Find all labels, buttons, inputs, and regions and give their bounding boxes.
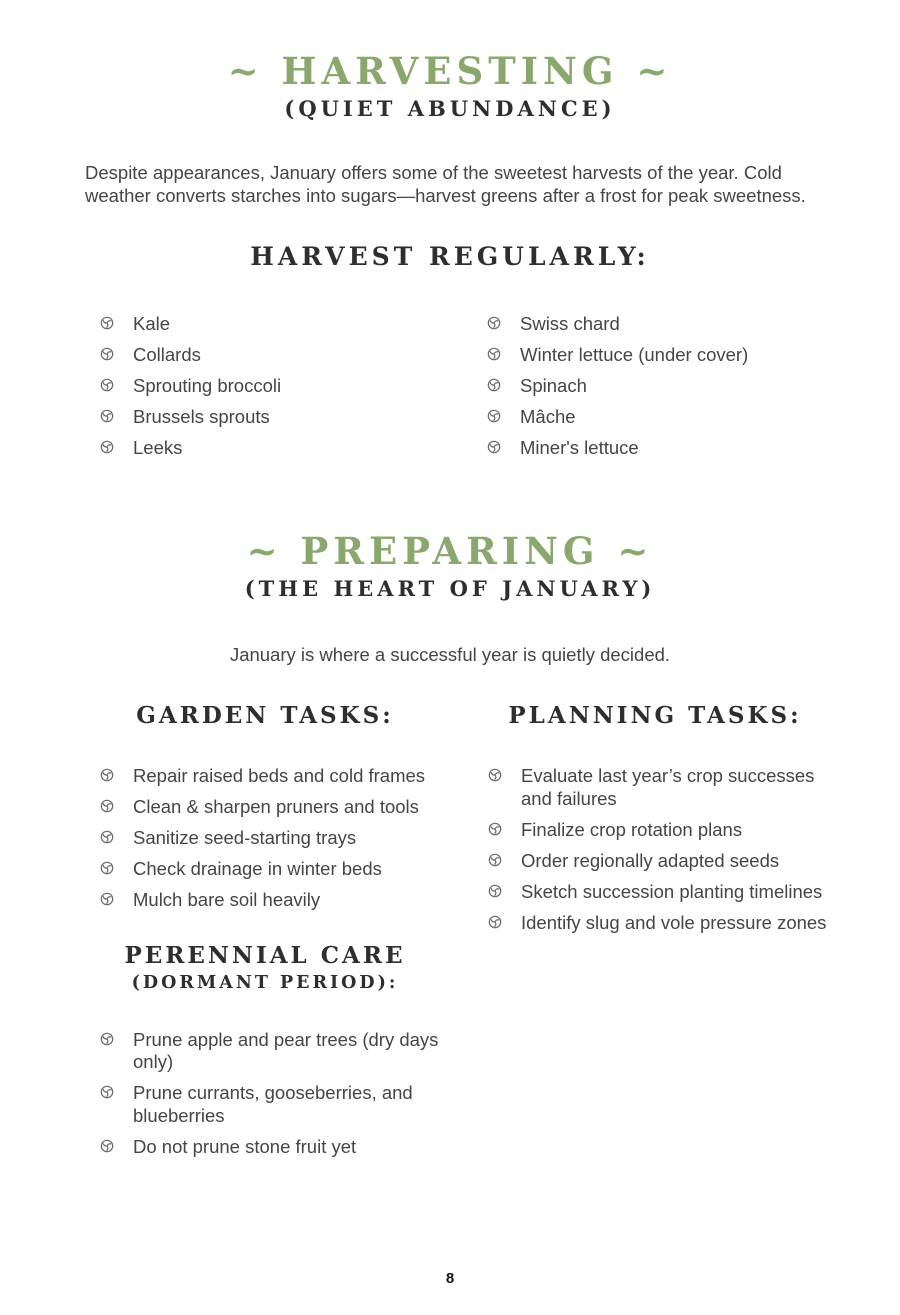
list-item-label: Sketch succession planting timelines [521, 880, 823, 902]
list-item-label: Check drainage in winter beds [133, 858, 382, 880]
list-item-label: Collards [133, 343, 201, 365]
list-item [100, 375, 487, 398]
list-item-label: Miner's lettuce [520, 436, 639, 458]
list-item [487, 344, 900, 367]
list-item-label: Sprouting broccoli [133, 374, 282, 396]
harvest-list-right [487, 313, 900, 468]
list-item-label: Mulch bare soil heavily [133, 889, 321, 911]
garden-tasks-column [85, 702, 445, 1167]
swirl-bullet-icon [100, 347, 114, 361]
swirl-bullet-icon [487, 440, 501, 454]
list-item [100, 437, 487, 460]
page-number: 8 [445, 1270, 455, 1287]
list-item-label: Brussels sprouts [133, 405, 270, 427]
swirl-bullet-icon [488, 853, 502, 867]
swirl-bullet-icon [100, 830, 114, 844]
swirl-bullet-icon [488, 822, 502, 836]
list-item-label: Order regionally adapted seeds [521, 849, 780, 871]
harvesting-title: ~ HARVESTING ~ [227, 49, 673, 93]
preparing-header [0, 528, 900, 601]
swirl-bullet-icon [488, 884, 502, 898]
list-item [487, 375, 900, 398]
list-item-label: Prune apple and pear trees (dry days only) [133, 1028, 439, 1073]
perennial-care-list [85, 1029, 445, 1159]
list-item-label: Winter lettuce (under cover) [520, 343, 749, 365]
swirl-bullet-icon [100, 799, 114, 813]
list-item-label: Spinach [520, 374, 587, 396]
planning-tasks-heading: PLANNING TASKS: [508, 702, 802, 730]
swirl-bullet-icon [100, 1032, 114, 1046]
swirl-bullet-icon [487, 378, 501, 392]
list-item [487, 406, 900, 429]
list-item-label: Leeks [133, 436, 183, 458]
list-item-label: Sanitize seed-starting trays [133, 827, 357, 849]
list-item-label: Kale [133, 312, 171, 334]
list-item-label: Prune currants, gooseberries, and blueberries [133, 1082, 413, 1126]
garden-tasks-heading: GARDEN TASKS: [136, 702, 394, 730]
planning-tasks-list [470, 765, 840, 934]
perennial-care-heading: PERENNIAL CARE [124, 941, 406, 969]
swirl-bullet-icon [487, 347, 501, 361]
list-item [100, 765, 445, 788]
list-item [100, 1136, 445, 1159]
list-item-label: Do not prune stone fruit yet [133, 1135, 357, 1157]
swirl-bullet-icon [487, 316, 501, 330]
harvest-lists [100, 313, 900, 468]
swirl-bullet-icon [488, 915, 502, 929]
list-item [100, 1082, 445, 1127]
swirl-bullet-icon [487, 409, 501, 423]
list-item-label: Clean & sharpen pruners and tools [133, 796, 419, 818]
list-item [100, 406, 487, 429]
list-item [487, 437, 900, 460]
swirl-bullet-icon [100, 316, 114, 330]
swirl-bullet-icon [100, 768, 114, 782]
harvest-regularly-heading: HARVEST REGULARLY: [250, 241, 650, 271]
list-item [488, 765, 840, 810]
list-item [488, 881, 840, 904]
list-item-label: Mâche [520, 405, 576, 427]
swirl-bullet-icon [100, 378, 114, 392]
list-item [100, 313, 487, 336]
preparing-title: ~ PREPARING ~ [246, 528, 654, 573]
perennial-care-subheading: (DORMANT PERIOD): [131, 972, 399, 993]
swirl-bullet-icon [100, 1139, 114, 1153]
list-item [488, 850, 840, 873]
list-item [100, 344, 487, 367]
harvesting-subtitle: (QUIET ABUNDANCE) [284, 95, 616, 121]
list-item-label: Swiss chard [520, 312, 620, 334]
list-item [487, 313, 900, 336]
swirl-bullet-icon [488, 768, 502, 782]
planning-tasks-column [470, 702, 840, 1167]
list-item-label: Identify slug and vole pressure zones [521, 911, 827, 933]
list-item [100, 858, 445, 881]
swirl-bullet-icon [100, 440, 114, 454]
list-item-label: Evaluate last year’s crop successes and failures [521, 765, 815, 809]
garden-tasks-list [85, 765, 445, 912]
list-item-label: Finalize crop rotation plans [521, 818, 743, 840]
preparing-subtitle: (THE HEART OF JANUARY) [244, 575, 656, 601]
swirl-bullet-icon [100, 409, 114, 423]
list-item [100, 1029, 445, 1074]
harvesting-header [0, 49, 900, 121]
swirl-bullet-icon [100, 1085, 114, 1099]
harvest-list-left [100, 313, 487, 468]
list-item [488, 912, 840, 935]
list-item-label: Repair raised beds and cold frames [133, 765, 426, 787]
page-footer [0, 1270, 900, 1287]
harvesting-intro-paragraph: Despite appearances, January offers some of the sweetest harvests of the year. Cold weather converts starches into sugars—harvest greens after a frost for peak sweetness. [85, 161, 806, 207]
list-item [100, 796, 445, 819]
list-item [100, 827, 445, 850]
swirl-bullet-icon [100, 861, 114, 875]
preparing-intro-line: January is where a successful year is quietly decided. [229, 643, 671, 665]
list-item [488, 819, 840, 842]
tasks-columns [85, 702, 840, 1167]
swirl-bullet-icon [100, 892, 114, 906]
list-item [100, 889, 445, 912]
